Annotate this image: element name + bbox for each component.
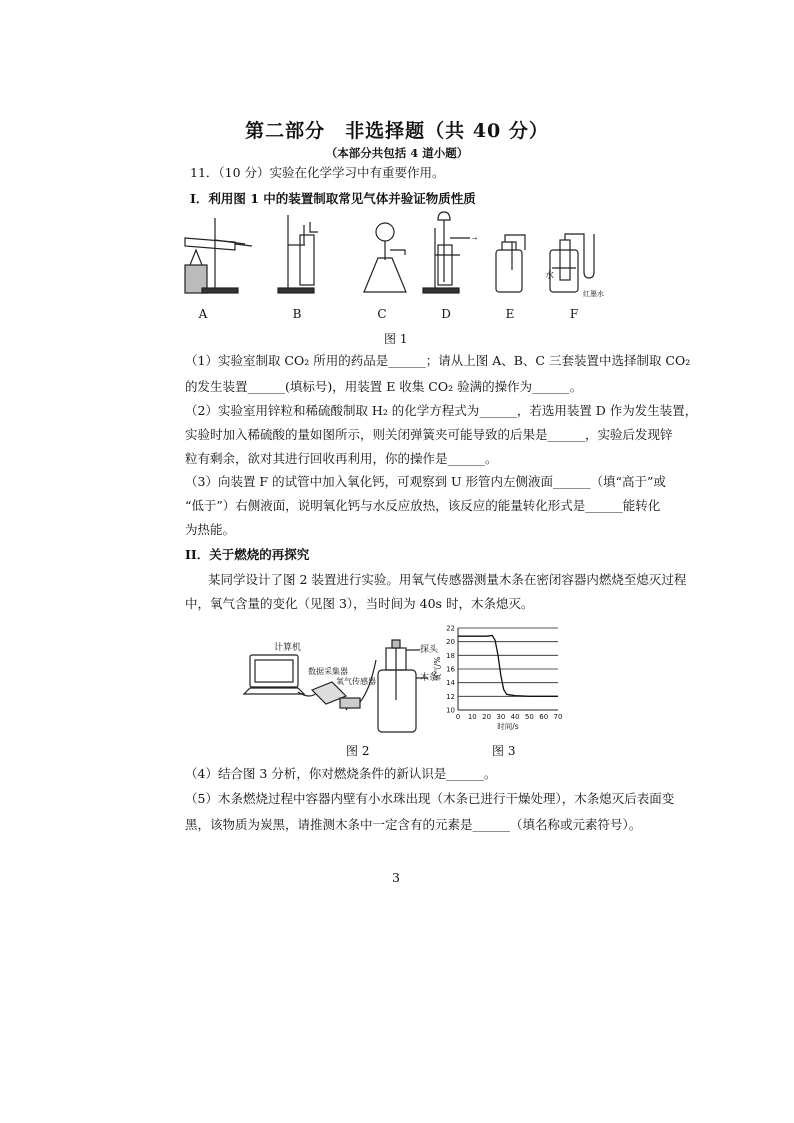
- oxygen-sensor-label: 氧气传感器: [336, 677, 376, 686]
- q4-line: （4）结合图 3 分析，你对燃烧条件的新认识是______。: [185, 766, 497, 781]
- y-tick-label: 16: [446, 665, 455, 674]
- apparatus-label-d: D: [441, 307, 451, 321]
- part2-title: II．关于燃烧的再探究: [185, 547, 310, 562]
- apparatus-label-e: E: [505, 307, 515, 321]
- figure-3-caption: 图 3: [492, 744, 516, 758]
- section-title: 第二部分 非选择题（共 40 分）: [245, 120, 549, 142]
- y-tick-label: 20: [446, 638, 455, 647]
- apparatus-d-drawing: [423, 212, 477, 293]
- q1-line-1: （1）实验室制取 CO₂ 所用的药品是______；请从上图 A、B、C 三套装置中选择制取 CO₂: [185, 353, 691, 368]
- x-tick-label: 20: [482, 713, 492, 721]
- stick-label: 木条: [420, 673, 439, 683]
- y-axis-label: 氧气/%: [433, 656, 442, 682]
- part2-paragraph-line-1: 某同学设计了图 2 装置进行实验。用氧气传感器测量木条在密闭容器内燃烧至熄灭过程: [208, 572, 687, 587]
- q1-line-2: 的发生装置______(填标号)，用装置 E 收集 CO₂ 验满的操作为______。: [185, 379, 583, 394]
- page-number: 3: [392, 870, 400, 885]
- apparatus-b-drawing: [278, 215, 318, 293]
- apparatus-label-b: B: [292, 307, 302, 321]
- q5-line-2: 黑，该物质为炭黑，请推测木条中一定含有的元素是______（填名称或元素符号）。: [185, 817, 642, 832]
- part2-paragraph-line-2: 中，氧气含量的变化（见图 3），当时间为 40s 时，木条熄灭。: [185, 596, 534, 611]
- y-tick-label: 12: [446, 692, 455, 701]
- y-tick-label: 18: [446, 651, 455, 660]
- svg-text:→: →: [472, 235, 478, 242]
- apparatus-label-f: F: [569, 307, 579, 321]
- bottle-drawing: [378, 640, 416, 732]
- oxygen-series-line: [458, 636, 558, 697]
- y-tick-label: 22: [446, 624, 455, 633]
- q3-line-1: （3）向装置 F 的试管中加入氧化钙，可观察到 U 形管内左侧液面______（填“高于”或: [185, 474, 666, 489]
- computer-drawing: [244, 655, 304, 694]
- apparatus-f-drawing: [550, 234, 594, 292]
- figure-1-caption: 图 1: [384, 332, 408, 346]
- oxygen-sensor-drawing: [340, 698, 360, 708]
- x-tick-label: 30: [496, 713, 506, 721]
- computer-label: 计算机: [274, 643, 302, 653]
- q2-line-3: 粒有剩余，欲对其进行回收再利用，你的操作是______。: [185, 451, 498, 466]
- q2-line-1: （2）实验室用锌粒和稀硫酸制取 H₂ 的化学方程式为______，若选用装置 D 作为发生装置，: [185, 403, 698, 418]
- y-tick-label: 14: [446, 679, 455, 688]
- q2-line-2: 实验时加入稀硫酸的量如图所示，则关闭弹簧夹可能导致的后果是______，实验后发现锌: [185, 427, 673, 442]
- x-tick-label: 0: [455, 713, 461, 721]
- q3-line-2: “低于”）右侧液面，说明氧化钙与水反应放热，该反应的能量转化形式是______能转化: [185, 498, 661, 513]
- x-axis-label: 时间/s: [497, 722, 519, 731]
- question-intro: 11．（10 分）实验在化学学习中有重要作用。: [190, 165, 445, 180]
- x-tick-label: 60: [539, 713, 549, 721]
- apparatus-e-drawing: [496, 235, 525, 292]
- x-tick-label: 10: [467, 713, 477, 721]
- probe-label: 探头: [420, 645, 439, 655]
- q5-line-1: （5）木条燃烧过程中容器内壁有小水珠出现（木条已进行干燥处理），木条熄灭后表面变: [185, 791, 675, 806]
- y-tick-label: 10: [446, 706, 455, 715]
- apparatus-label-c: C: [377, 307, 387, 321]
- figure-2-caption: 图 2: [346, 744, 370, 758]
- apparatus-f-water-label: 水: [545, 271, 555, 281]
- apparatus-a-drawing: [185, 218, 252, 293]
- section-subtitle: （本部分共包括 4 道小题）: [325, 146, 469, 160]
- x-tick-label: 40: [510, 713, 520, 721]
- data-collector-label: 数据采集器: [308, 667, 348, 676]
- figure-3-oxygen-chart: [430, 620, 570, 735]
- q3-line-3: 为热能。: [185, 522, 236, 537]
- apparatus-f-ink-label: 红墨水: [583, 290, 604, 298]
- x-tick-label: 70: [553, 713, 563, 721]
- apparatus-c-drawing: [364, 223, 406, 292]
- x-tick-label: 50: [524, 713, 534, 721]
- part1-title: I．利用图 1 中的装置制取常见气体并验证物质性质: [190, 191, 476, 206]
- apparatus-label-a: A: [198, 307, 208, 321]
- figure-1-apparatus: [180, 210, 610, 310]
